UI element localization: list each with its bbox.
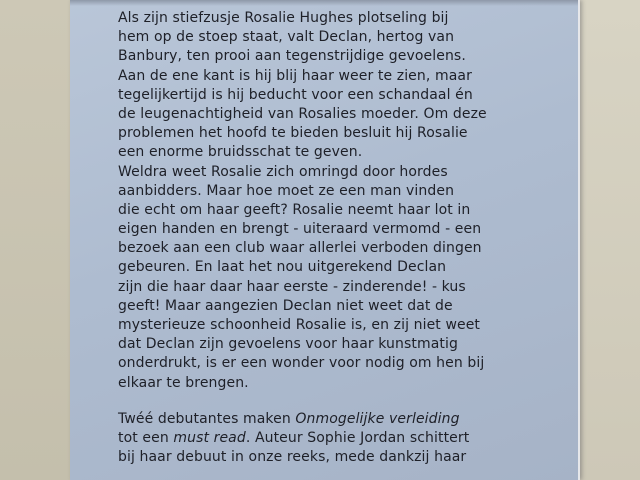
text-line: eigen handen en brengt - uiteraard vermomd - een — [118, 221, 482, 238]
paragraph-gap — [118, 393, 538, 410]
text-line: tegelijkertijd is hij beducht voor een schandaal én — [118, 86, 473, 103]
text-line: bezoek aan een club waar allerlei verboden dingen — [118, 240, 482, 257]
text-line: problemen het hoofd te bieden besluit hij Rosalie — [118, 125, 468, 142]
text-line — [118, 410, 538, 429]
text-line: zijn die haar daar haar eerste - zinderende! - kus — [118, 278, 466, 295]
text-line: Weldra weet Rosalie zich omringd door hordes — [118, 163, 448, 180]
text-line: die echt om haar geeft? Rosalie neemt haar lot in — [118, 201, 471, 218]
text-line: Banbury, ten prooi aan tegenstrijdige gevoelens. — [118, 48, 466, 65]
book-title-italic: Onmogelijke verleiding — [295, 410, 460, 427]
text-line: hem op de stoep staat, valt Declan, hertog van — [118, 29, 455, 46]
must-read-italic: must read — [173, 429, 246, 446]
text-run: tot een — [118, 429, 174, 446]
text-run: Twéé debutantes maken — [118, 410, 296, 427]
text-line: een enorme bruidsschat te geven. — [118, 144, 363, 161]
text-line: gebeuren. En laat het nou uitgerekend Declan — [118, 259, 447, 276]
cover-top-shadow — [70, 0, 578, 6]
text-line: aanbidders. Maar hoe moet ze een man vinden — [118, 182, 455, 199]
text-line: de leugenachtigheid van Rosalies moeder. Om deze — [118, 105, 487, 122]
paragraph-2 — [118, 163, 538, 393]
paragraph-3 — [118, 410, 538, 468]
text-run: . Auteur Sophie Jordan schittert — [245, 429, 470, 446]
text-line: onderdrukt, is er een wonder voor nodig om hen bij — [118, 355, 485, 372]
text-line: elkaar te brengen. — [118, 374, 249, 391]
paragraph-1 — [118, 9, 538, 163]
text-line — [118, 429, 538, 448]
text-line: geeft! Maar aangezien Declan niet weet dat de — [118, 297, 453, 314]
text-line: mysterieuze schoonheid Rosalie is, en zij niet weet — [118, 317, 481, 333]
table-surface-right — [578, 0, 640, 480]
text-line: Als zijn stiefzusje Rosalie Hughes plotseling bij — [118, 10, 449, 26]
blurb-text — [118, 9, 538, 467]
table-surface-left — [0, 0, 70, 480]
text-line: dat Declan zijn gevoelens voor haar kunstmatig — [118, 336, 458, 353]
text-line: bij haar debuut in onze reeks, mede dankzij haar — [118, 449, 467, 466]
text-line: Aan de ene kant is hij blij haar weer te zien, maar — [118, 67, 472, 84]
